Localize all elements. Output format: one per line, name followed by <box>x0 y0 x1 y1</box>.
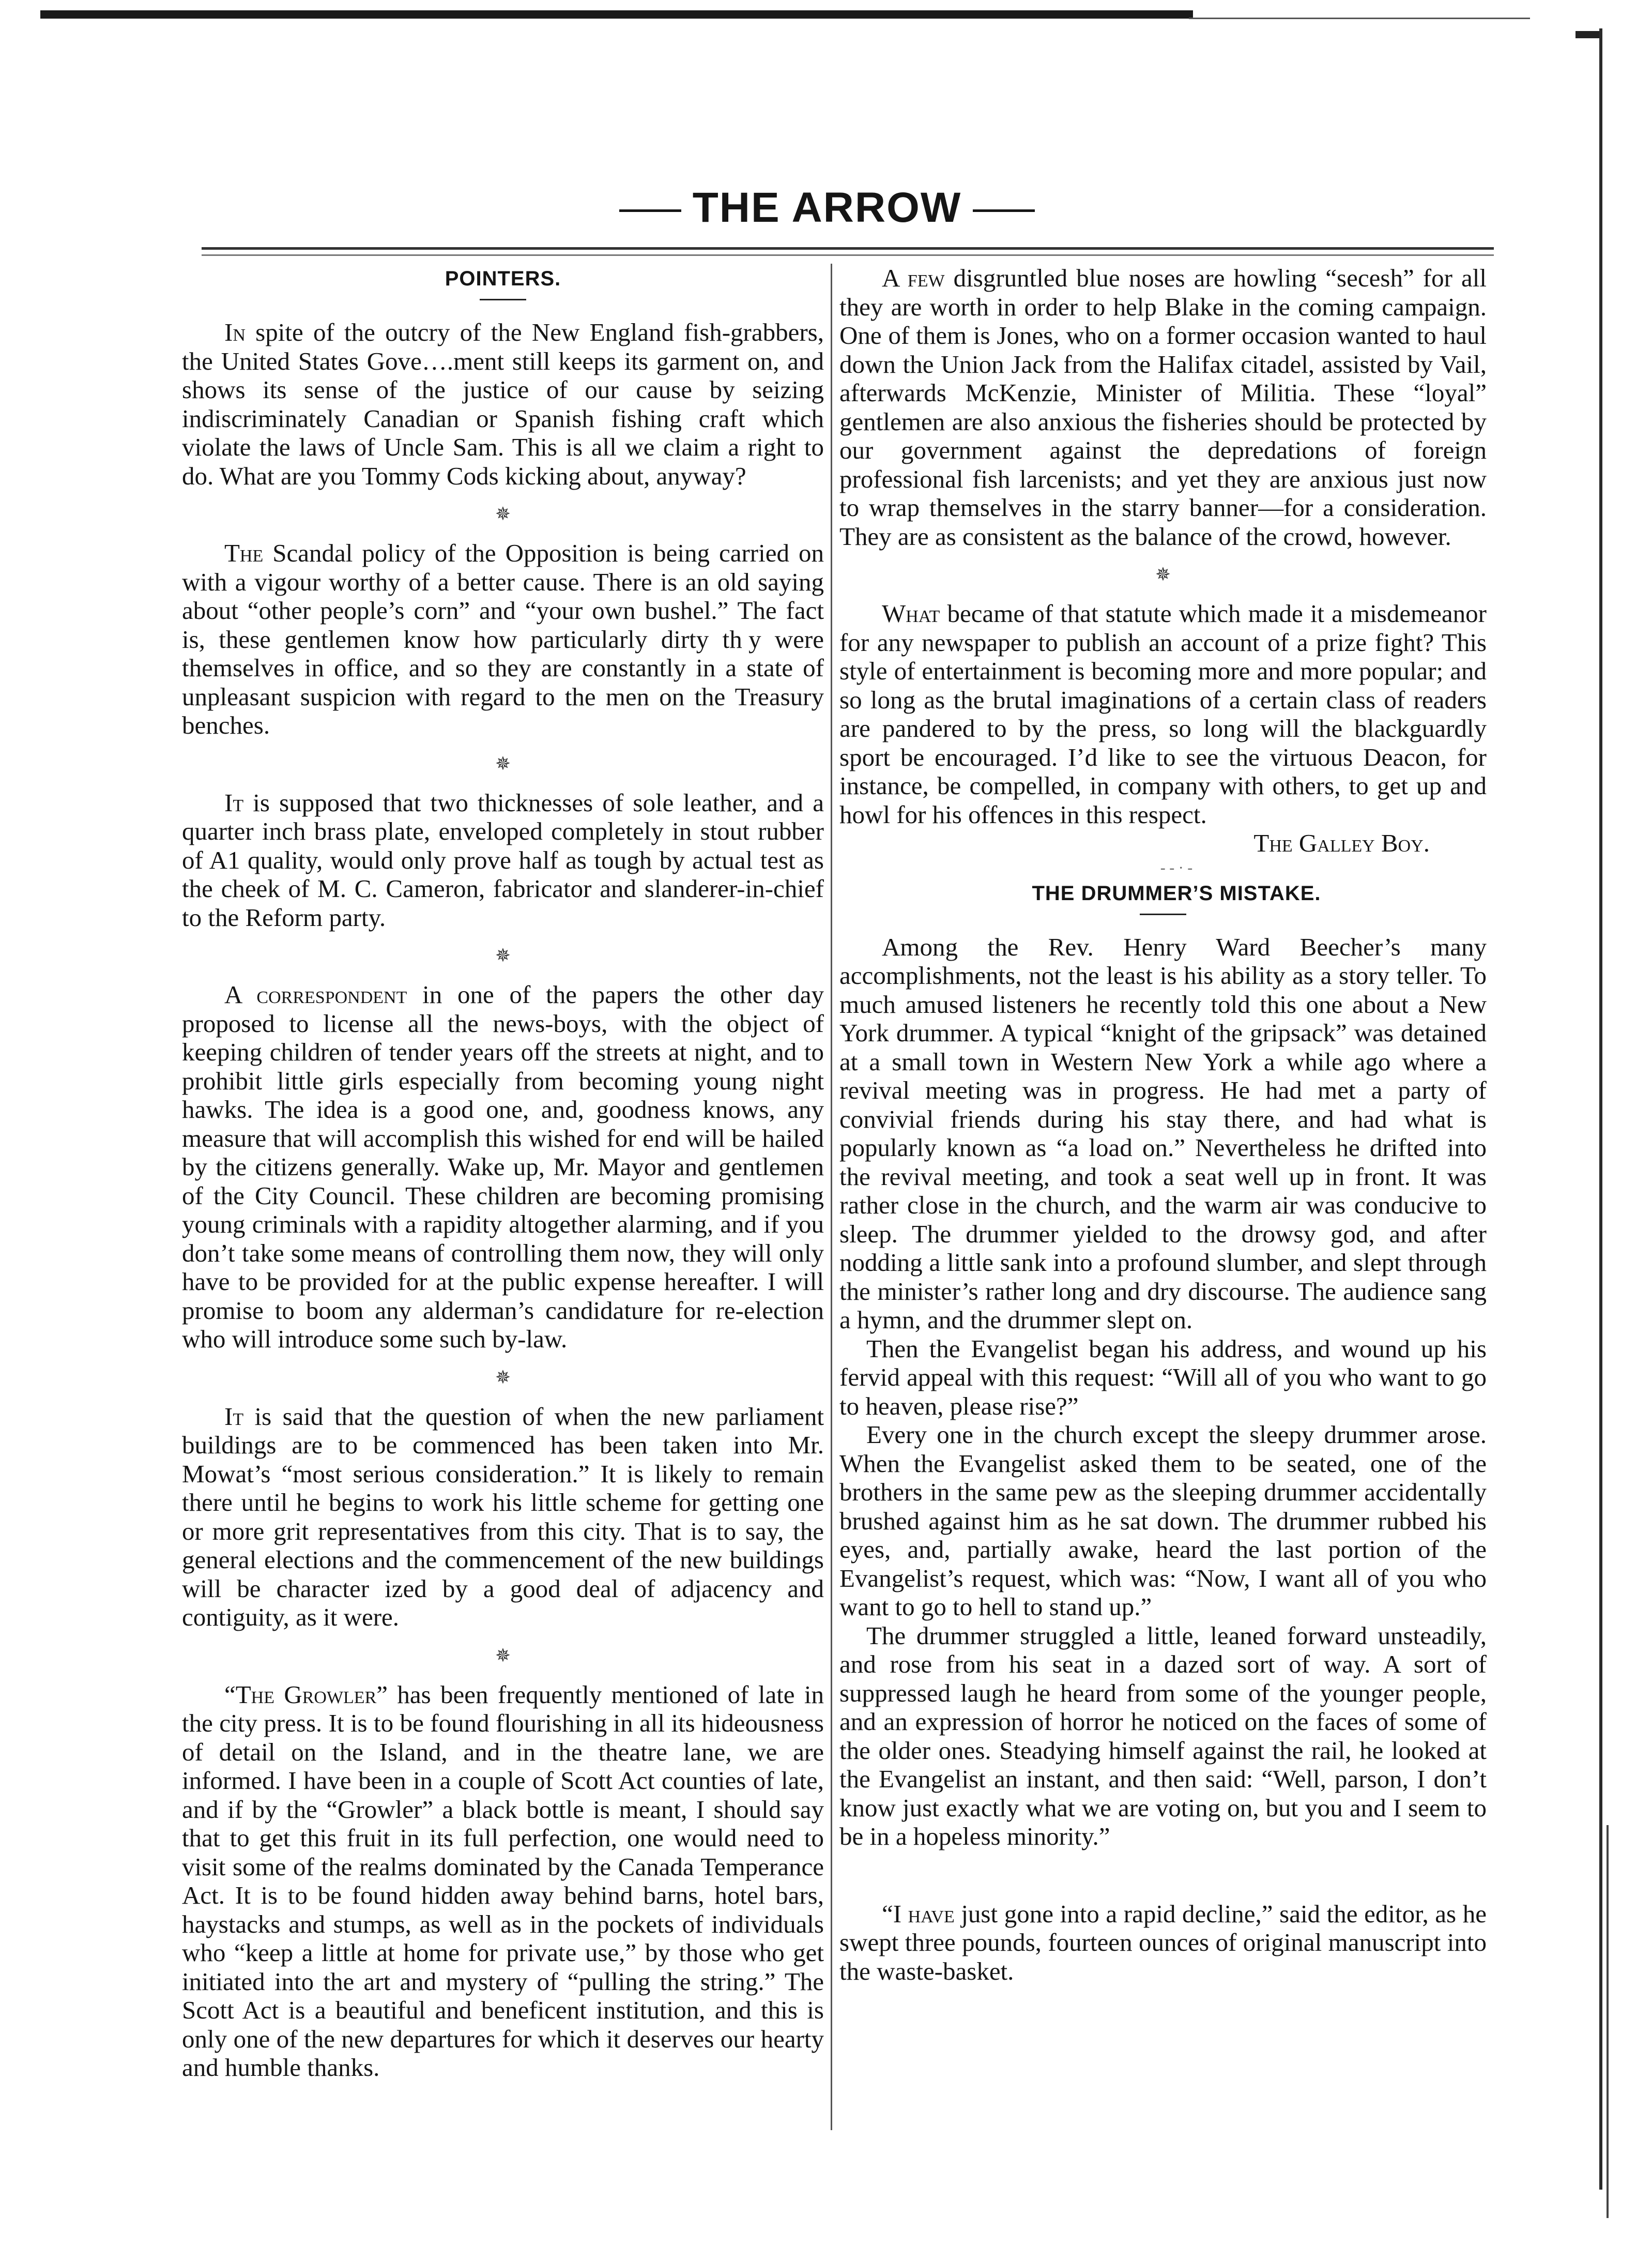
ornament-icon: ✵ <box>495 753 511 774</box>
page-edge-bar-lower <box>1607 1825 1609 2218</box>
ornament-icon: ✵ <box>495 1645 511 1666</box>
pointer-item <box>839 599 1487 829</box>
page-edge-bar <box>1599 28 1602 2190</box>
item-lead: It <box>224 788 244 817</box>
signature-galley-boy: The Galley Boy. <box>1253 829 1430 857</box>
pointer-item <box>182 1680 824 2082</box>
ornament-icon: ✵ <box>495 504 511 524</box>
ornament-icon: ✵ <box>1155 564 1171 585</box>
item-lead: It <box>224 1402 244 1431</box>
ornament-icon: ✵ <box>495 1367 511 1388</box>
item-text: is supposed that two thicknesses of sole leather, and a quarter inch brass plate, enveloped completely in stout rubber of A1 quality, would only prove half as tough by actual test as the cheek of M. C. Cameron, fabricator and slanderer-in-chief to the Reform party. <box>182 788 824 932</box>
item-text: is said that the question of when the new parliament buildings are to be commenced has been taken into Mr. Mowat’s “most serious consideration.” It is likely to remain there until he begins to work his little scheme for getting one or more grit representatives from this city. That is to say, the general elections and the commencement of the new buildings will be character ized by a good deal of adjacency and contiguity, as it were. <box>182 1402 824 1631</box>
item-text: in one of the papers the other day proposed to license all the news-boys, with the object of keeping children of tender years off the streets at night, and to prohibit little girls especially from becoming young night hawks. The idea is a good one, and, goodness knows, any measure that will accomplish this wished for end will be hailed by the citizens generally. Wake up, Mr. Mayor and gentlemen of the City Council. These children are becoming promising young criminals with a rapidity altogether alarming, and if you don’t take some means of controlling them now, they will only have to be provided for at the public expense hereafter. I will promise to boom any alderman’s candidature for re-election who will introduce some such by-law. <box>182 980 824 1353</box>
masthead-dash-left <box>619 209 681 212</box>
item-text: disgruntled blue noses are howling “secesh” for all they are worth in order to help Blake in the coming campaign. One of them is Jones, who on a former occasion wanted to haul down the Union Jack from the Halifax citadel, assisted by Vail, afterwards McKenzie, Minister of Militia. These “loyal” gentlemen are also anxious the fisheries should be protected by our government against the depredations of foreign professional fish larcenists; and yet they are anxious just now to wrap themselves in the starry banner—for a consideration. They are as consistent as the balance of the crowd, however. <box>839 264 1487 551</box>
ornament-icon: ✵ <box>495 945 511 966</box>
pointer-item <box>182 539 824 740</box>
item-lead: A few <box>882 264 945 292</box>
item-lead: “I have <box>882 1899 955 1928</box>
blank-separator <box>839 1861 1487 1888</box>
closing-item <box>839 1900 1487 1986</box>
masthead <box>584 182 1070 234</box>
item-lead: A correspondent <box>224 980 407 1009</box>
masthead-rule <box>202 247 1494 250</box>
story-heading: THE DRUMMER’S MISTAKE. <box>1032 882 1321 905</box>
pointer-item <box>182 788 824 932</box>
story-paragraph: Among the Rev. Henry Ward Beecher’s many accomplishments, not the least is his ability as a story teller. To much amused listeners he recently told this one about a New York drummer. A typical “knight of the gripsack” was detained at a small town in Western New York a while ago where a revival meeting was in progress. He had met a party of convivial friends during his stay there, and had what is popularly known as “a load on.” Nevertheless he drifted into the revival meeting, and took a seat well up in front. It was rather close in the church, and the warm air was conducive to sleep. The drummer yielded to the drowsy god, and after nodding a little sank into a profound slumber, and slept through the minister’s rather long and dry discourse. The audience sang a hymn, and the drummer slept on. <box>839 932 1487 1334</box>
story-paragraph: Then the Evangelist began his address, and wound up his fervid appeal with this request: “Will all of you who want to go to heaven, please rise?” <box>839 1334 1487 1420</box>
top-border-rule-thin <box>1189 18 1530 19</box>
masthead-dash-right <box>973 209 1035 212</box>
pointer-item <box>182 1402 824 1632</box>
item-text: has been frequently mentioned of late in the city press. It is to be found flourishing in all its hideousness of detail on the Island, and in the theatre lane, we are informed. I have been in a couple of Scott Act counties of late, and if by the “Growler” a black bottle is meant, I should say that to get this fruit in its full perfection, one would need to visit some of the realms dominated by the Canada Temperance Act. It is to be found hidden away behind barns, hotel bars, haystacks and stumps, as well as in the pockets of individuals who “keep a little at home for private use,” by those who get initiated into the art and mystery of “pulling the string.” The Scott Act is a beautiful and beneficent institution, and this is only one of the new departures for which it deserves our hearty and humble thanks. <box>182 1680 824 2082</box>
item-text: spite of the outcry of the New England fish-grabbers, the United States Gove….ment still keeps its garment on, and shows its sense of the justice of our cause by seizing indiscriminately Canadian or Spanish fishing craft which violate the laws of Uncle Sam. This is all we claim a right to do. What are you Tommy Cods kicking about, anyway? <box>182 318 824 490</box>
pointer-item <box>182 318 824 490</box>
item-text: Scandal policy of the Opposition is being carried on with a vigour worthy of a better cause. There is an old saying about “other people’s corn” and “your own bushel.” The fact is, these gentlemen know how particularly dirty th y were themselves in office, and so they are constantly in a state of unpleasant suspicion with regard to the men on the Treasury benches. <box>182 539 824 739</box>
heading-rule <box>480 299 526 300</box>
masthead-title: THE ARROW <box>692 184 962 231</box>
item-text: became of that statute which made it a misdemeanor for any newspaper to publish an account of a prize fight? This style of entertainment is becoming more and more popular; and so long as the brutal imaginations of a certain class of readers are pandered to by the press, so long will the blackguardly sport be encouraged. I’d like to see the virtuous Deacon, for instance, be compelled, in company with others, to get up and howl for his offences in this respect. <box>839 599 1487 829</box>
item-lead: What <box>882 599 940 628</box>
page-edge-cap <box>1575 31 1601 38</box>
item-lead: The <box>224 539 264 567</box>
story-paragraph: Every one in the church except the sleepy drummer arose. When the Evangelist asked them to be seated, one of the brothers in the same pew as the sleeping drummer accidentally brushed against him as he sat down. The drummer rubbed his eyes, and, partially awake, heard the last portion of the Evangelist’s request, which was: “Now, I want all of you who want to go to hell to stand up.” <box>839 1420 1487 1621</box>
pointer-item <box>182 980 824 1354</box>
pointers-heading: POINTERS. <box>445 267 561 290</box>
right-column <box>839 264 1487 1985</box>
masthead-rule-secondary <box>202 254 1494 256</box>
item-text: just gone into a rapid decline,” said the editor, as he swept three pounds, fourteen ounces of original manuscript into the waste-basket. <box>839 1899 1487 1985</box>
column-divider <box>831 264 832 2130</box>
top-border-rule <box>40 10 1193 19</box>
pointer-item <box>839 264 1487 551</box>
heading-rule <box>1140 914 1186 915</box>
item-lead: In <box>224 318 246 346</box>
left-column <box>182 264 824 2082</box>
item-lead: “The Growler” <box>224 1680 388 1709</box>
story-paragraph: The drummer struggled a little, leaned forward unsteadily, and rose from his seat in a dazed sort of way. A sort of suppressed laugh he heard from some of the younger people, and an expression of horror he noticed on the faces of some of the older ones. Steadying himself against the rail, he looked at the Evangelist an instant, and then said: “Well, parson, I don’t know just exactly what we are voting on, but you and I seem to be in a hopeless minority.” <box>839 1621 1487 1850</box>
section-separator: - - · - <box>1160 859 1193 876</box>
